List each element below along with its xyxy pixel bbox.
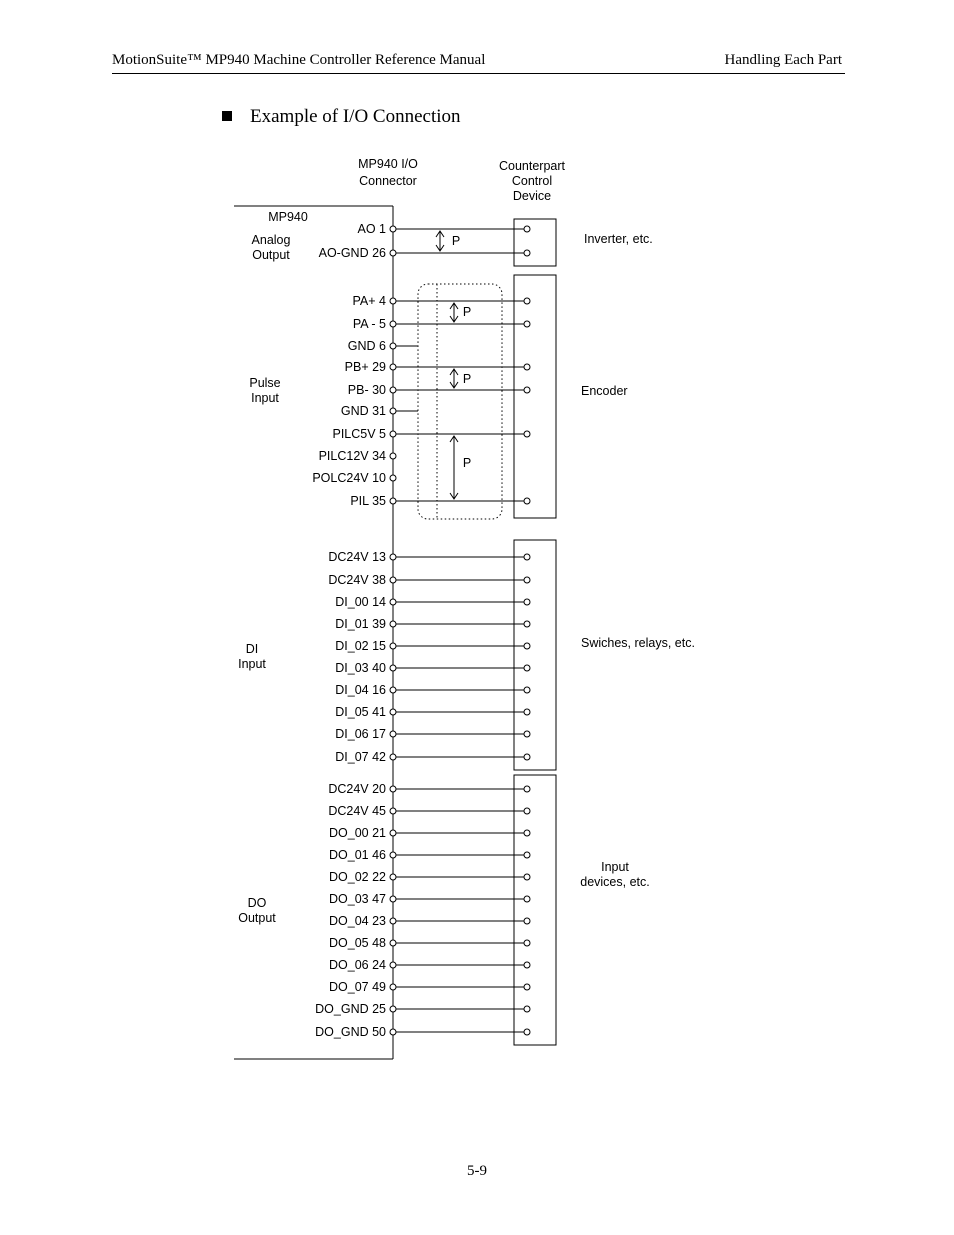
group-label: Pulse: [249, 376, 281, 390]
pin-label: GND 31: [340, 404, 386, 418]
pin-terminal-icon: [390, 577, 396, 583]
pin-terminal-icon: [390, 599, 396, 605]
device-terminal-icon: [524, 786, 530, 792]
pin-terminal-icon: [390, 226, 396, 232]
connector-header-label: Connector: [359, 174, 417, 188]
pin-terminal-icon: [390, 1006, 396, 1012]
header-manual-title: MotionSuite™ MP940 Machine Controller Reference Manual: [112, 52, 486, 68]
device-terminal-icon: [524, 962, 530, 968]
pin-label: DO_05 48: [329, 936, 386, 950]
device-terminal-icon: [524, 643, 530, 649]
pin-terminal-icon: [390, 321, 396, 327]
device-terminal-icon: [524, 498, 530, 504]
device-box: [514, 775, 556, 1045]
pin-label: PILC12V 34: [318, 449, 386, 463]
pin-terminal-icon: [390, 940, 396, 946]
group-label: Output: [238, 911, 276, 925]
twisted-pair-label: P: [462, 305, 472, 319]
device-terminal-icon: [524, 687, 530, 693]
device-box: [514, 540, 556, 770]
pin-label: AO 1: [357, 222, 386, 236]
pin-label: DI_05 41: [335, 705, 386, 719]
device-terminal-icon: [524, 431, 530, 437]
device-header-label: Control: [511, 174, 553, 188]
device-label: Encoder: [581, 384, 628, 398]
device-terminal-icon: [524, 709, 530, 715]
cable-shield: [418, 284, 502, 519]
pin-label: DC24V 20: [328, 782, 386, 796]
device-terminal-icon: [524, 665, 530, 671]
pin-label: POLC24V 10: [312, 471, 386, 485]
pin-terminal-icon: [390, 830, 396, 836]
device-terminal-icon: [524, 808, 530, 814]
group-label: Analog: [251, 233, 291, 247]
connector-header-label: MP940 I/O: [358, 157, 418, 171]
pin-terminal-icon: [390, 408, 396, 414]
pin-label: PB+ 29: [344, 360, 386, 374]
twisted-pair-label: P: [451, 234, 461, 248]
pin-terminal-icon: [390, 387, 396, 393]
device-terminal-icon: [524, 554, 530, 560]
group-label: DI: [245, 642, 259, 656]
controller-label: MP940: [268, 210, 308, 224]
section-title: Example of I/O Connection: [250, 106, 461, 127]
device-terminal-icon: [524, 940, 530, 946]
pin-terminal-icon: [390, 621, 396, 627]
device-header-label: Device: [512, 189, 552, 203]
pin-terminal-icon: [390, 852, 396, 858]
device-terminal-icon: [524, 874, 530, 880]
pin-label: PIL 35: [350, 494, 386, 508]
device-terminal-icon: [524, 1006, 530, 1012]
pin-terminal-icon: [390, 364, 396, 370]
device-terminal-icon: [524, 621, 530, 627]
pin-terminal-icon: [390, 250, 396, 256]
device-label: Swiches, relays, etc.: [581, 636, 695, 650]
pin-terminal-icon: [390, 709, 396, 715]
device-terminal-icon: [524, 298, 530, 304]
pin-terminal-icon: [390, 808, 396, 814]
pin-label: DI_01 39: [335, 617, 386, 631]
pin-terminal-icon: [390, 754, 396, 760]
device-terminal-icon: [524, 226, 530, 232]
pin-label: DO_04 23: [329, 914, 386, 928]
pin-label: DC24V 38: [328, 573, 386, 587]
pin-label: DI_07 42: [335, 750, 386, 764]
twisted-pair-label: P: [462, 456, 472, 470]
pin-terminal-icon: [390, 984, 396, 990]
device-terminal-icon: [524, 1029, 530, 1035]
pin-terminal-icon: [390, 1029, 396, 1035]
pin-terminal-icon: [390, 554, 396, 560]
device-terminal-icon: [524, 321, 530, 327]
pin-terminal-icon: [390, 687, 396, 693]
device-label: Inverter, etc.: [584, 232, 653, 246]
pin-terminal-icon: [390, 731, 396, 737]
device-terminal-icon: [524, 852, 530, 858]
pin-label: GND 6: [347, 339, 386, 353]
pin-terminal-icon: [390, 643, 396, 649]
pin-label: DC24V 45: [328, 804, 386, 818]
device-terminal-icon: [524, 731, 530, 737]
pin-label: DO_GND 25: [315, 1002, 386, 1016]
pin-terminal-icon: [390, 874, 396, 880]
pin-label: PA+ 4: [352, 294, 386, 308]
device-terminal-icon: [524, 984, 530, 990]
header-section-name: Handling Each Part: [724, 52, 842, 68]
pin-label: DO_07 49: [329, 980, 386, 994]
pin-label: DC24V 13: [328, 550, 386, 564]
pin-label: PILC5V 5: [332, 427, 386, 441]
device-terminal-icon: [524, 364, 530, 370]
pin-label: DO_06 24: [329, 958, 386, 972]
device-label: Input: [601, 860, 629, 874]
pin-label: DI_06 17: [335, 727, 386, 741]
device-terminal-icon: [524, 599, 530, 605]
pin-terminal-icon: [390, 896, 396, 902]
device-terminal-icon: [524, 250, 530, 256]
pin-terminal-icon: [390, 475, 396, 481]
group-label: Input: [238, 657, 266, 671]
device-terminal-icon: [524, 387, 530, 393]
pin-terminal-icon: [390, 665, 396, 671]
pin-label: PB- 30: [347, 383, 386, 397]
pin-terminal-icon: [390, 453, 396, 459]
twisted-pair-label: P: [462, 372, 472, 386]
group-label: Output: [252, 248, 290, 262]
device-terminal-icon: [524, 754, 530, 760]
pin-label: DI_03 40: [335, 661, 386, 675]
pin-terminal-icon: [390, 786, 396, 792]
page-number: 5-9: [467, 1163, 487, 1179]
pin-terminal-icon: [390, 298, 396, 304]
device-box: [514, 275, 556, 518]
pin-terminal-icon: [390, 498, 396, 504]
pin-label: DO_GND 50: [315, 1025, 386, 1039]
device-terminal-icon: [524, 830, 530, 836]
device-label: devices, etc.: [580, 875, 650, 889]
pin-label: DO_02 22: [329, 870, 386, 884]
device-box: [514, 219, 556, 266]
pin-terminal-icon: [390, 962, 396, 968]
device-terminal-icon: [524, 896, 530, 902]
pin-label: AO-GND 26: [318, 246, 386, 260]
device-header-label: Counterpart: [498, 159, 566, 173]
device-terminal-icon: [524, 918, 530, 924]
pin-label: DO_01 46: [329, 848, 386, 862]
pin-label: DO_03 47: [329, 892, 386, 906]
pin-label: DO_00 21: [329, 826, 386, 840]
pin-label: DI_02 15: [335, 639, 386, 653]
pin-label: DI_00 14: [335, 595, 386, 609]
group-label: DO: [247, 896, 267, 910]
group-label: Input: [251, 391, 279, 405]
pin-terminal-icon: [390, 918, 396, 924]
pin-terminal-icon: [390, 431, 396, 437]
device-terminal-icon: [524, 577, 530, 583]
pin-terminal-icon: [390, 343, 396, 349]
pin-label: DI_04 16: [335, 683, 386, 697]
pin-label: PA - 5: [352, 317, 386, 331]
